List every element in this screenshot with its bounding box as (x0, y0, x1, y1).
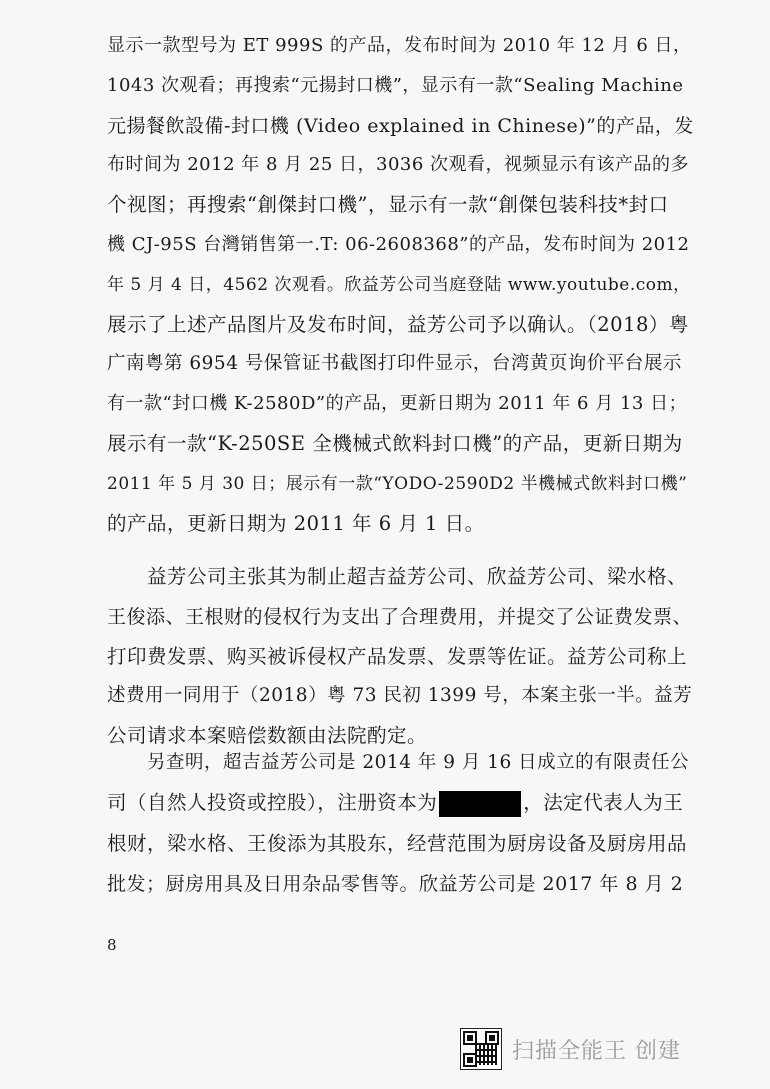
text-line (107, 233, 695, 257)
text-line-content: 年 5 月 4 日，4562 次观看。欣益芳公司当庭登陆 www.youtube.com， (107, 274, 691, 295)
text-line-content: 2011 年 5 月 30 日；展示有一款“YODO-2590D2 半機械式飲料封口機” (107, 473, 688, 494)
text-line-content: 个视图；再搜索“創傑封口機”，显示有一款“創傑包装科技*封口 (107, 193, 669, 217)
text-line (107, 724, 695, 748)
text-line-content: 元揚餐飲設備-封口機 (Video explained in Chinese)”的产品，发 (107, 114, 694, 137)
text-line (107, 832, 695, 856)
text-line-content: 显示一款型号为 ET 999S 的产品，发布时间为 2010 年 12 月 6 日， (107, 35, 692, 56)
text-line-content: 公司请求本案赔偿数额由法院酌定。 (107, 724, 428, 748)
text-line-content: 批发；厨房用具及日用杂品零售等。欣益芳公司是 2017 年 8 月 2 (107, 873, 684, 895)
text-line (107, 313, 695, 337)
text-line (107, 872, 695, 896)
text-line (107, 352, 695, 376)
text-line-content: 益芳公司主张其为制止超吉益芳公司、欣益芳公司、梁水格、 (147, 565, 688, 588)
scanner-watermark (460, 1028, 681, 1070)
text-line (147, 565, 695, 589)
text-line-content: ，法定代表人为王 (523, 791, 684, 814)
text-line (107, 684, 695, 708)
text-line (107, 645, 695, 669)
text-line (107, 432, 695, 456)
text-line (107, 193, 695, 217)
text-line-content: 的产品，更新日期为 2011 年 6 月 1 日。 (107, 511, 485, 535)
text-line-content: 展示有一款“K-250SE 全機械式飲料封口機”的产品，更新日期为 (107, 432, 683, 455)
text-line (107, 791, 695, 817)
text-line (107, 605, 695, 629)
qr-code-icon (460, 1028, 502, 1070)
text-line (107, 273, 695, 297)
text-line (107, 114, 695, 138)
text-line (107, 392, 695, 416)
redaction-box (439, 791, 521, 817)
text-line-content: 布时间为 2012 年 8 月 25 日，3036 次观看，视频显示有该产品的多 (107, 154, 690, 176)
text-line-content: 广南粤第 6954 号保管证书截图打印件显示，台湾黄页询价平台展示 (107, 353, 682, 375)
text-line-content: 根财，梁水格、王俊添为其股东，经营范围为厨房设备及厨房用品 (107, 832, 688, 855)
text-line-content: 王俊添、王根财的侵权行为支出了合理费用，并提交了公证费发票、 (107, 605, 693, 628)
text-line (107, 74, 695, 98)
text-line-content: 司（自然人投资或控股），注册资本为 (107, 791, 438, 814)
text-line-content: 打印费发票、购买被诉侵权产品发票、发票等佐证。益芳公司称上 (107, 644, 688, 668)
scanner-brand-text: 扫描全能王 创建 (512, 1038, 681, 1064)
text-line-content: 展示了上述产品图片及发布时间，益芳公司予以确认。（2018）粤 (107, 312, 689, 336)
text-line (107, 153, 695, 177)
text-line-content: 1043 次观看；再搜索“元揚封口機”，显示有一款“Sealing Machine (107, 74, 684, 96)
text-line-content: 機 CJ-95S 台灣销售第一.T: 06-2608368”的产品，发布时间为 2012 (107, 234, 690, 255)
text-line-content: 有一款“封口機 K-2580D”的产品，更新日期为 2011 年 6 月 13 日； (107, 393, 688, 415)
text-line (107, 34, 695, 58)
text-line (107, 512, 695, 536)
text-line (147, 751, 695, 775)
page-number: 8 (107, 936, 117, 954)
text-line-content: 述费用一同用于（2018）粤 73 民初 1399 号，本案主张一半。益芳 (107, 685, 693, 707)
text-line (107, 472, 695, 496)
text-line-content: 另查明，超吉益芳公司是 2014 年 9 月 16 日成立的有限责任公 (147, 752, 690, 773)
